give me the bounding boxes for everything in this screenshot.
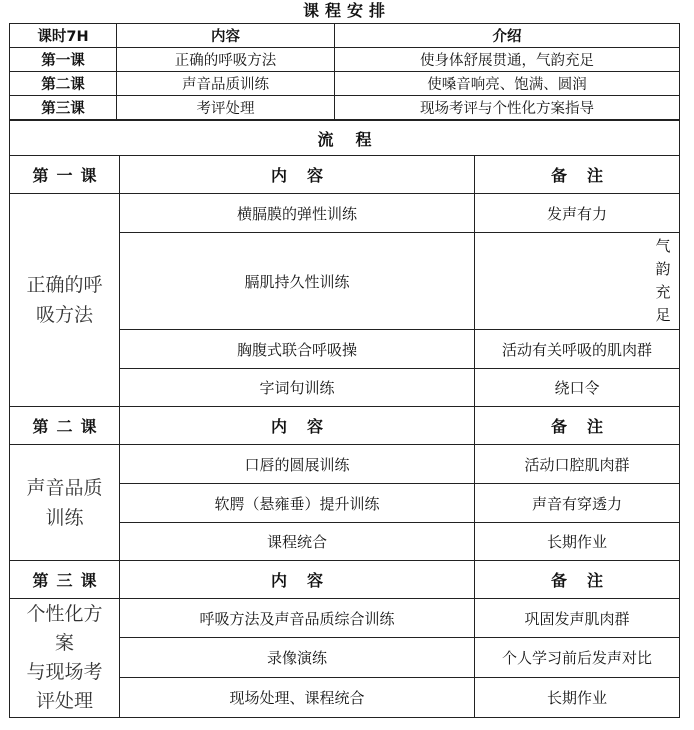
row-content: 软腭（悬雍垂）提升训练 bbox=[120, 484, 475, 523]
overview-header-content: 内容 bbox=[117, 24, 335, 48]
notes-header: 备注 bbox=[475, 156, 680, 194]
row-note: 活动口腔肌肉群 bbox=[475, 445, 680, 484]
overview-header-intro: 介绍 bbox=[335, 24, 680, 48]
section-lesson: 第三课 bbox=[10, 561, 120, 599]
row-note: 长期作业 bbox=[475, 523, 680, 561]
row-note: 个人学习前后发声对比 bbox=[475, 638, 680, 678]
row-note: 长期作业 bbox=[475, 678, 680, 718]
row-content: 录像演练 bbox=[120, 638, 475, 678]
section-topic-line: 评处理 bbox=[35, 690, 93, 712]
content-header: 内容 bbox=[120, 156, 475, 194]
overview-content: 声音品质训练 bbox=[117, 72, 335, 96]
row-content: 课程统合 bbox=[120, 523, 475, 561]
section-topic-line: 与现场考 bbox=[26, 661, 103, 683]
section-header-row bbox=[10, 156, 680, 194]
section-topic-line: 案 bbox=[54, 632, 74, 654]
section-header-row bbox=[10, 561, 680, 599]
overview-intro: 使身体舒展贯通，气韵充足 bbox=[335, 48, 680, 72]
overview-row bbox=[10, 72, 680, 96]
overview-lesson: 第一课 bbox=[10, 48, 117, 72]
row-content: 字词句训练 bbox=[120, 369, 475, 407]
section-topic bbox=[10, 445, 120, 561]
row-content: 横膈膜的弹性训练 bbox=[120, 194, 475, 233]
row-content: 胸腹式联合呼吸操 bbox=[120, 330, 475, 369]
notes-header: 备注 bbox=[475, 407, 680, 445]
overview-row bbox=[10, 96, 680, 120]
flow-row bbox=[10, 121, 680, 156]
section-lesson: 第一课 bbox=[10, 156, 120, 194]
section-topic-line: 吸方法 bbox=[35, 304, 93, 326]
row-note-vertical: 气韵充足 bbox=[655, 237, 671, 324]
overview-content: 考评处理 bbox=[117, 96, 335, 120]
row-note: 声音有穿透力 bbox=[475, 484, 680, 523]
table-row bbox=[10, 445, 680, 484]
overview-table bbox=[9, 23, 680, 120]
content-header: 内容 bbox=[120, 407, 475, 445]
section-topic-line: 声音品质 bbox=[26, 476, 103, 499]
section-topic-line: 个性化方 bbox=[26, 603, 103, 625]
table-row bbox=[10, 194, 680, 233]
row-note: 活动有关呼吸的肌肉群 bbox=[475, 330, 680, 369]
row-note: 绕口令 bbox=[475, 369, 680, 407]
section-topic bbox=[10, 194, 120, 407]
section-lesson: 第二课 bbox=[10, 407, 120, 445]
notes-header: 备注 bbox=[475, 561, 680, 599]
content-header: 内容 bbox=[120, 561, 475, 599]
row-note bbox=[475, 233, 680, 330]
section-topic bbox=[10, 599, 120, 718]
row-content: 口唇的圆展训练 bbox=[120, 445, 475, 484]
section-topic-line: 正确的呼 bbox=[26, 274, 103, 296]
overview-header-lesson: 课时7H bbox=[10, 24, 117, 48]
table-row bbox=[10, 599, 680, 638]
overview-intro: 现场考评与个性化方案指导 bbox=[335, 96, 680, 120]
overview-row bbox=[10, 48, 680, 72]
overview-lesson: 第二课 bbox=[10, 72, 117, 96]
process-table bbox=[9, 120, 680, 718]
section-header-row bbox=[10, 407, 680, 445]
overview-header-row bbox=[10, 24, 680, 48]
row-content: 现场处理、课程统合 bbox=[120, 678, 475, 718]
flow-label: 流程 bbox=[10, 121, 680, 156]
row-note: 巩固发声肌肉群 bbox=[475, 599, 680, 638]
row-note: 发声有力 bbox=[475, 194, 680, 233]
overview-lesson: 第三课 bbox=[10, 96, 117, 120]
page-title: 课程安排 bbox=[302, 1, 391, 20]
overview-intro: 使嗓音响亮、饱满、圆润 bbox=[335, 72, 680, 96]
overview-content: 正确的呼吸方法 bbox=[117, 48, 335, 72]
row-content: 膈肌持久性训练 bbox=[120, 233, 475, 330]
section-topic-line: 训练 bbox=[45, 506, 84, 529]
row-content: 呼吸方法及声音品质综合训练 bbox=[120, 599, 475, 638]
